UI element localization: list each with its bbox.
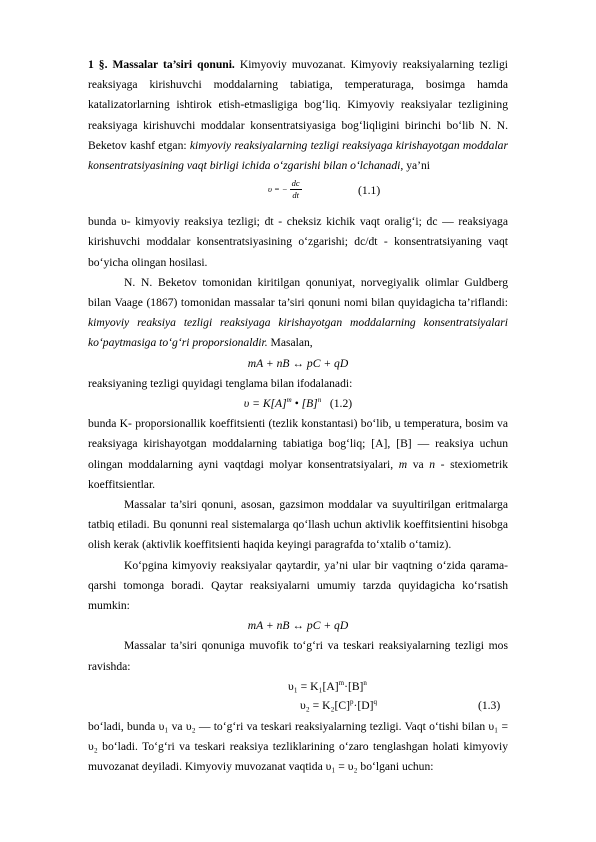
equation-1-1: υ = − $\frac{dc}{dt}$ (1.1) (268, 178, 381, 201)
paragraph-intro: 1 §. Massalar ta’siri qonuni. Kimyoviy muvozanat. Kimyoviy reaksiyalarning tezligi reaksiyaga kirishuvchi moddalarning tabiatiga, temperaturaga, bosimga hamda katalizatorlarning ishtirok etish-etmasligiga bog‘liq. Kimyoviy reaksiyalar tezligining reaksiyaga kirishuvchi moddalar konsentratsiyasiga bog‘liqligini birinchi bo‘lib N. N. Beketov kashf etgan: kimyoviy reaksiyalarning tezligi reaksiyaga kirishayotgan moddalar konsentratsiyasining vaqt birligi ichida o‘zgarishi bilan o‘lchanadi, ya’ni (88, 58, 508, 173)
document-page (88, 55, 508, 778)
equation-1-3: $\upsilon_1 = K_1[A]^m\cdot[B]^n$ $\upsilon_2 = K_2[C]^p\cdot[D]^q$ (1.3) (88, 677, 508, 717)
equation-label: (1.3) (478, 698, 501, 712)
equation-1-2: $\upsilon = K[A]^m$ • $[B]^n$ (1.2) (243, 396, 353, 411)
paragraph-constant: bunda K- proporsionallik koeffitsienti (tezlik konstantasi) bo‘lib, u temperatura, bosim va reaksiyaga kirishayotgan moddalarning tabiatiga bog‘liq; [A], [B] — reaksiya uchun olingan moddalarning ayni vaqtdagi molyar konsentratsiyalari, m va n - stexiometrik koeffitsientlar. (88, 417, 509, 491)
paragraph-application: Massalar ta’siri qonuni, asosan, gazsimon moddalar va suyultirilgan eritmalarga tatbiq etiladi. Bu qonunni real sistemalarga qo‘llash uchun aktivlik koeffitsientini hisobga olish kerak (aktivlik koeffitsienti haqida keyingi paragrafda to‘xtalib o‘tamiz). (88, 498, 508, 552)
paragraph-law: N. N. Beketov tomonidan kiritilgan qonuniyat, norvegiyalik olimlar Guldberg bilan Vaage (1867) tomonidan massalar ta’siri qonuni nomi bilan quyidagicha ta’riflandi: kimyoviy reaksiya tezligi reaksiyaga kirishayotgan moddalarning konsentratsiyalari ko‘paytmasiga to‘g‘ri proporsionaldir. Masalan, (88, 275, 508, 350)
paragraph-definitions: bunda υ- kimyoviy reaksiya tezligi; dt - cheksiz kichik vaqt oralig‘i; dc — reaksiyaga kirishuvchi moddalar konsentratsiyasining o‘zgarishi; dc/dt - konsentratsiyaning vaqt bo‘yicha olingan hosilasi. (88, 215, 508, 269)
paragraph-rates: Massalar ta’siri qonuniga muvofik to‘g‘ri va teskari reaksiyalarning tezligi mos ravishda: (88, 639, 508, 673)
paragraph-rate-intro: reaksiyaning tezligi quyidagi tenglama bilan ifodalanadi: (88, 376, 353, 390)
paragraph-equilibrium: bo‘ladi, bunda υ₁ va υ₂ — to‘g‘ri va teskari reaksiyalarning tezligi. Vaqt o‘tishi bilan υ₁ = υ₂ bo‘ladi. To‘g‘ri va teskari reaksiya tezliklarining o‘zaro tenglashgan holati kimyoviy muvozanat deyiladi. Kimyoviy muvozanat vaqtida υ₁ = υ₂ bo‘lgani uchun: (88, 719, 508, 774)
section-heading: 1 §. Massalar ta’siri qonuni. (88, 58, 235, 71)
reaction-equation-1: mA + nB ↔ pC + qD (247, 356, 349, 370)
equation-label: (1.1) (358, 184, 381, 198)
reaction-equation-2: mA + nB ↔ pC + qD (247, 619, 349, 633)
paragraph-reversible: Ko‘pgina kimyoviy reaksiyalar qaytardir, ya’ni ular bir vaqtning o‘zida qarama-qarshi tomonga boradi. Qaytar reaksiyalarni umumiy tarzda quyidagicha ko‘rsatish mumkin: (88, 558, 508, 613)
